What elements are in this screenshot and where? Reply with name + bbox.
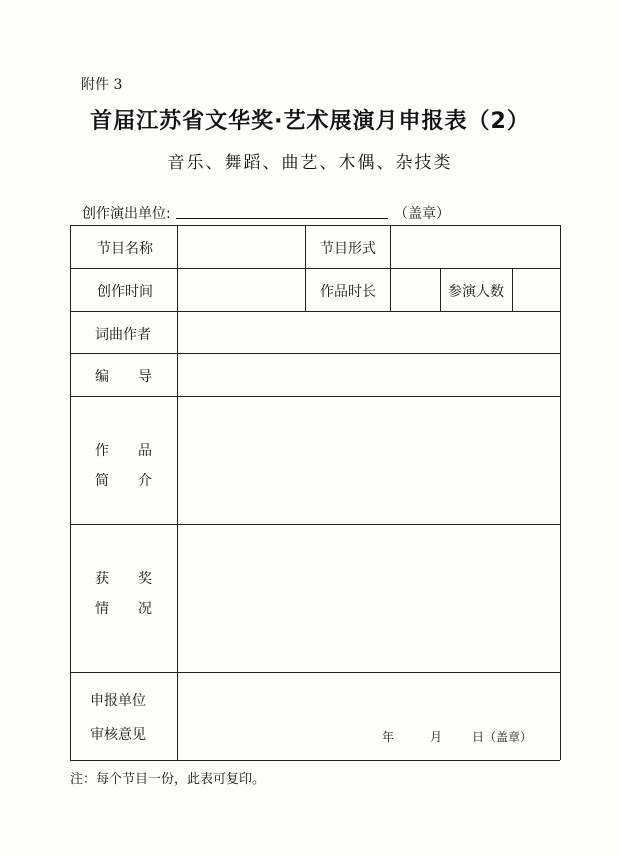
performers-field[interactable] (516, 281, 558, 307)
lyricist-field[interactable] (181, 324, 557, 350)
creation-time-field[interactable] (181, 281, 301, 307)
choreographer-label-part2: 导 (138, 369, 152, 385)
program-name-field[interactable] (181, 238, 301, 264)
review-label-line1: 申报单位 (90, 693, 146, 709)
table-border-right (560, 225, 561, 760)
review-label-line2: 审核意见 (90, 727, 146, 743)
choreographer-label-part1: 编 (95, 369, 109, 385)
creation-time-label: 创作时间 (97, 284, 153, 300)
table-border-bottom (70, 760, 560, 761)
program-form-label: 节目形式 (320, 241, 376, 257)
review-date-month: 月 (430, 730, 443, 744)
form-subtitle: 音乐、舞蹈、曲艺、木偶、杂技类 (167, 153, 453, 173)
intro-label-part3: 简 (95, 473, 109, 489)
awards-label-part3: 情 (95, 601, 109, 617)
column-divider (390, 225, 391, 311)
row-divider (70, 396, 560, 397)
row-divider (70, 353, 560, 354)
program-form-field[interactable] (394, 238, 556, 264)
intro-label-part4: 介 (138, 473, 152, 489)
choreographer-field[interactable] (181, 366, 557, 392)
unit-seal-label: （盖章） (394, 206, 450, 222)
label-column-divider (177, 225, 178, 760)
column-divider (440, 268, 441, 311)
duration-field[interactable] (394, 281, 438, 307)
attachment-label: 附件 3 (81, 77, 123, 93)
row-divider (70, 268, 560, 269)
awards-label-part1: 获 (95, 571, 109, 587)
duration-label: 作品时长 (320, 284, 376, 300)
row-divider (70, 311, 560, 312)
awards-label-part4: 况 (138, 601, 152, 617)
program-name-label: 节目名称 (97, 241, 153, 257)
row-divider (70, 524, 560, 525)
table-border-left (70, 225, 71, 760)
footer-note: 注：每个节目一份，此表可复印。 (70, 772, 266, 787)
performers-label: 参演人数 (448, 284, 504, 300)
table-border-top (70, 225, 560, 226)
intro-label-part1: 作 (95, 443, 109, 459)
column-divider (512, 268, 513, 311)
unit-label: 创作演出单位: (82, 206, 171, 222)
review-date-year: 年 (382, 730, 395, 744)
intro-field[interactable] (181, 400, 557, 520)
awards-field[interactable] (181, 528, 557, 668)
review-date-day-seal: 日（盖章） (472, 730, 533, 744)
intro-label-part2: 品 (138, 443, 152, 459)
awards-label-part2: 奖 (138, 571, 152, 587)
lyricist-label: 词曲作者 (95, 327, 151, 343)
row-divider (70, 672, 560, 673)
column-divider (305, 225, 306, 311)
review-field[interactable] (181, 676, 557, 720)
form-title: 首届江苏省文华奖·艺术展演月申报表（2） (90, 109, 530, 134)
